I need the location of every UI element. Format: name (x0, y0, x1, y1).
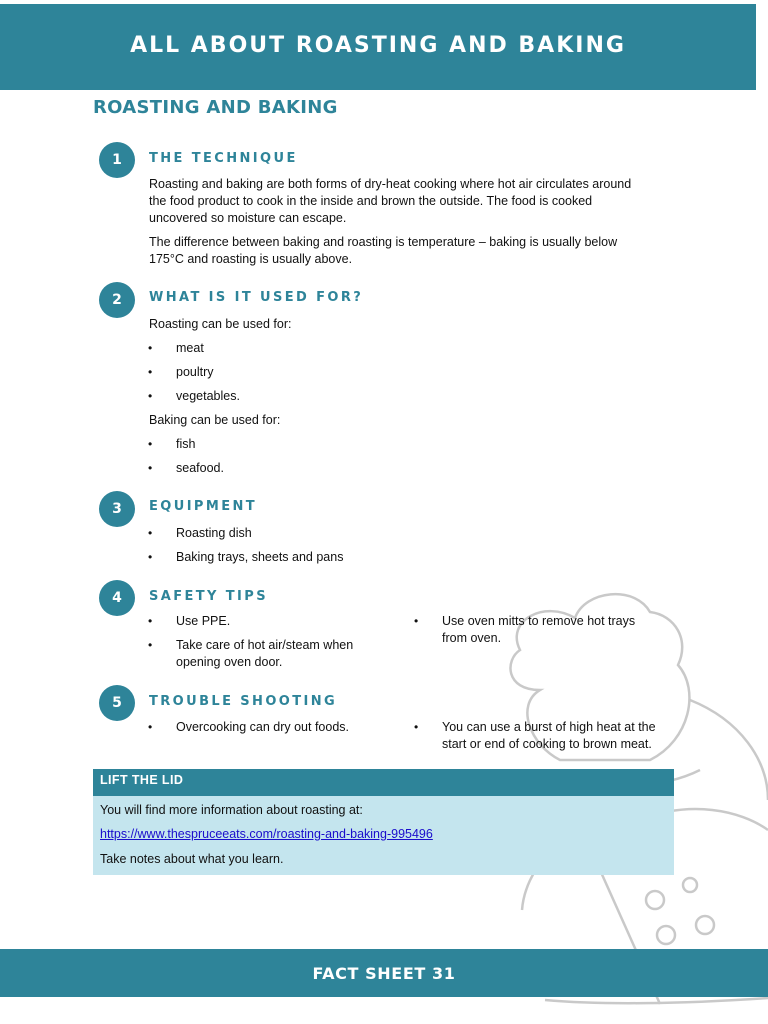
list-item: • Use oven mitts to remove hot trays from oven. (414, 614, 636, 645)
section-number-2: 2 (99, 282, 135, 318)
section-heading-technique: THE TECHNIQUE (149, 151, 298, 166)
technique-paragraph-1: Roasting and baking are both forms of dry-heat cooking where hot air circulates around the food product to cook in the inside and brown the outside. The food is cooked uncovered so moisture can escape. (149, 177, 632, 225)
lift-the-lid-heading: LIFT THE LID (93, 769, 674, 796)
list-item: • Roasting dish (148, 526, 252, 540)
footer-title: FACT SHEET 31 (312, 963, 456, 983)
lift-the-lid-panel (93, 796, 674, 875)
list-item: • fish (148, 437, 196, 451)
lift-the-lid-intro: You will find more information about roasting at: (100, 803, 363, 817)
section-heading-uses: WHAT IS IT USED FOR? (149, 290, 364, 305)
list-item: • vegetables. (148, 389, 240, 403)
list-item: • You can use a burst of high heat at the start or end of cooking to brown meat. (414, 720, 656, 751)
section-heading-troubleshooting: TROUBLE SHOOTING (149, 694, 338, 709)
roasting-intro: Roasting can be used for: (149, 317, 292, 331)
section-heading-safety: SAFETY TIPS (149, 589, 268, 604)
section-heading-equipment: EQUIPMENT (149, 499, 258, 514)
list-item: • Use PPE. (148, 614, 231, 628)
list-item: • Overcooking can dry out foods. (148, 720, 350, 734)
section-number-5: 5 (99, 685, 135, 721)
list-item: • Take care of hot air/steam when opening oven door. (148, 638, 354, 669)
lift-the-lid-outro: Take notes about what you learn. (100, 852, 284, 866)
roasting-info-link[interactable]: https://www.thespruceeats.com/roasting-and-baking-995496 (100, 827, 433, 841)
page-footer (0, 949, 768, 997)
document-title: ROASTING AND BAKING (93, 97, 338, 118)
list-item: • poultry (148, 365, 214, 379)
technique-paragraph-2: The difference between baking and roasting is temperature – baking is usually below 175°C and roasting is usually above. (149, 235, 618, 266)
header-title: ALL ABOUT ROASTING AND BAKING (130, 32, 626, 58)
list-item: • Baking trays, sheets and pans (148, 550, 344, 564)
list-item: • seafood. (148, 461, 224, 475)
section-number-3: 3 (99, 491, 135, 527)
list-item: • meat (148, 341, 204, 355)
section-number-4: 4 (99, 580, 135, 616)
section-number-1: 1 (99, 142, 135, 178)
baking-intro: Baking can be used for: (149, 413, 281, 427)
page-header (0, 4, 756, 90)
